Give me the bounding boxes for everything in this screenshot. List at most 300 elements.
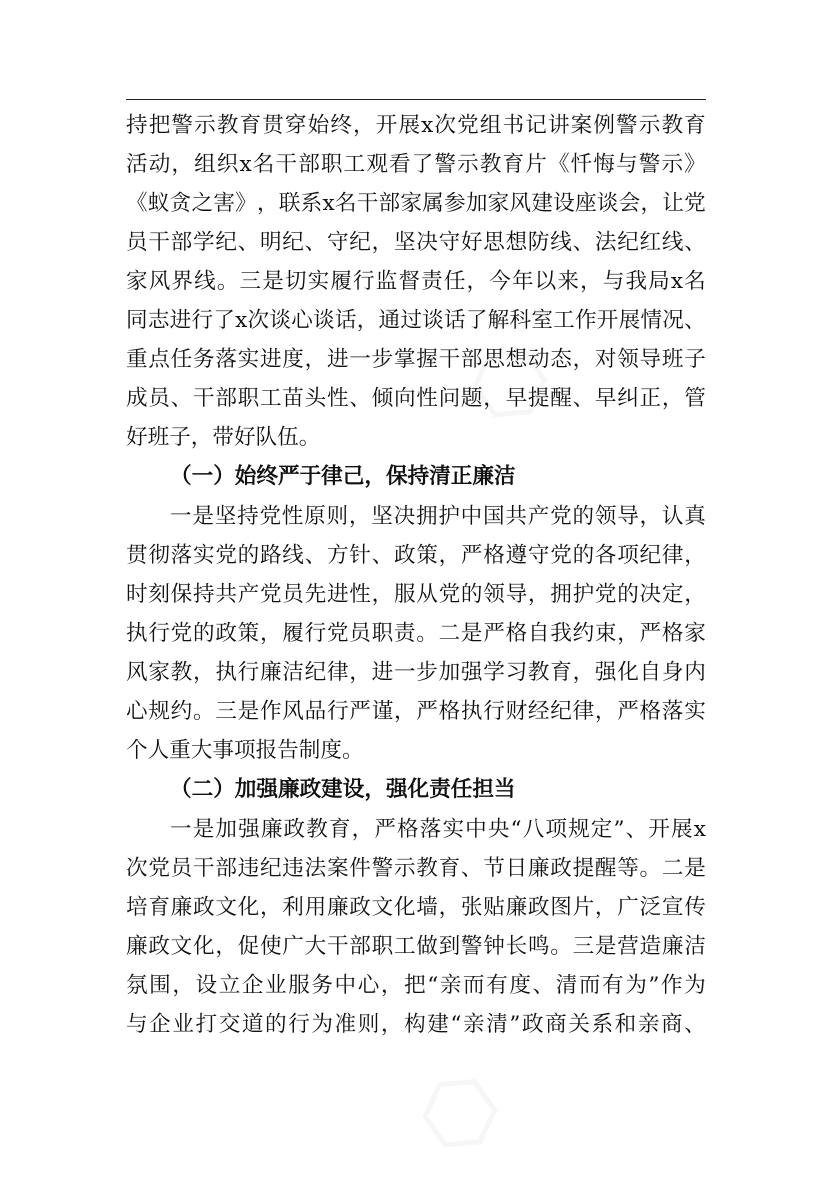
glyph: 想 (505, 347, 528, 372)
glyph: 讲 (547, 113, 570, 138)
glyph: 二 (661, 856, 684, 881)
glyph: 座 (574, 191, 597, 216)
glyph: 中 (460, 504, 483, 529)
glyph: 醒 (594, 856, 617, 881)
glyph: x (670, 269, 684, 294)
glyph: 格 (505, 621, 528, 646)
glyph: 化 (617, 660, 639, 685)
glyph: ， (580, 269, 602, 294)
glyph: 决 (639, 582, 662, 607)
glyph: 监 (375, 269, 398, 294)
glyph: 遵 (505, 543, 528, 568)
glyph: 况 (662, 308, 684, 333)
glyph: 进 (326, 347, 349, 372)
glyph: 营 (617, 934, 639, 959)
glyph: 廉 (505, 895, 528, 920)
glyph: ， (351, 817, 374, 842)
glyph: 贪 (169, 191, 192, 216)
text-line (126, 614, 706, 653)
glyph: 员 (282, 582, 304, 607)
paragraph-2 (126, 497, 706, 770)
glyph: 纪 (550, 699, 572, 724)
glyph: ” (613, 817, 625, 842)
glyph: 谨 (371, 699, 394, 724)
glyph: 案 (570, 113, 593, 138)
glyph: 清 (486, 1012, 508, 1037)
glyph: 廉 (661, 934, 684, 959)
glyph: 贯 (126, 543, 148, 568)
glyph: 加 (465, 191, 488, 216)
glyph: x (693, 817, 706, 842)
glyph: ， (393, 699, 416, 724)
glyph: 洁 (282, 660, 304, 685)
glyph: 始 (307, 113, 330, 138)
glyph: 道 (241, 1012, 264, 1037)
glyph: 步 (416, 660, 438, 685)
glyph: 业 (172, 1012, 194, 1037)
glyph: 是 (192, 504, 214, 529)
glyph: 领 (483, 582, 505, 607)
glyph: 动 (148, 152, 171, 177)
glyph: 班 (661, 347, 684, 372)
glyph: 思 (483, 347, 505, 372)
glyph: 政 (550, 856, 572, 881)
glyph: 、 (349, 386, 371, 411)
glyph: 政 (527, 895, 550, 920)
glyph: ， (192, 660, 215, 685)
glyph: 有 (486, 973, 508, 998)
glyph: 名 (334, 191, 357, 216)
glyph: ， (353, 113, 375, 138)
glyph: 是 (684, 856, 706, 881)
glyph: 策 (237, 621, 260, 646)
glyph: “ (450, 1012, 462, 1037)
glyph: 执 (460, 699, 483, 724)
text-line (126, 301, 706, 340)
text-line (126, 145, 706, 184)
glyph: 教 (479, 152, 502, 177)
glyph: 学 (483, 660, 505, 685)
glyph: 。 (416, 621, 438, 646)
text-line (126, 810, 706, 849)
glyph: 、 (460, 856, 483, 881)
glyph: 产 (527, 504, 550, 529)
glyph: 严 (374, 817, 396, 842)
glyph: 造 (639, 934, 662, 959)
glyph: 过 (400, 308, 422, 333)
glyph: 宣 (661, 895, 684, 920)
glyph: 了 (465, 308, 488, 333)
glyph: 党 (594, 582, 617, 607)
glyph: 的 (572, 543, 595, 568)
glyph: 行 (191, 308, 214, 333)
glyph: 、 (304, 230, 327, 255)
glyph: 政 (148, 934, 170, 959)
glyph: ， (380, 1012, 403, 1037)
glyph: 育 (502, 152, 525, 177)
glyph: 》 (684, 152, 706, 177)
glyph: 持 (237, 504, 259, 529)
glyph: 思 (483, 230, 505, 255)
glyph: 格 (483, 543, 505, 568)
glyph: 护 (572, 582, 595, 607)
glyph: ， (438, 543, 461, 568)
glyph: 培 (126, 895, 148, 920)
glyph: 从 (416, 582, 438, 607)
glyph: 的 (460, 582, 483, 607)
glyph: 大 (304, 934, 327, 959)
glyph: 商 (661, 1012, 683, 1037)
glyph: 部 (215, 856, 237, 881)
glyph: 学 (192, 230, 215, 255)
glyph: 职 (371, 621, 394, 646)
glyph: ， (259, 621, 282, 646)
glyph: 警 (638, 152, 661, 177)
glyph: 员 (148, 386, 170, 411)
glyph: 头 (304, 386, 327, 411)
glyph: 例 (593, 113, 615, 138)
glyph: 亲 (637, 1012, 660, 1037)
glyph: 用 (304, 895, 327, 920)
glyph: 我 (625, 269, 648, 294)
glyph: 化 (237, 895, 260, 920)
glyph: 则 (357, 1012, 380, 1037)
glyph: 开 (596, 308, 619, 333)
glyph: 政 (215, 621, 237, 646)
glyph: ” (648, 973, 660, 998)
glyph: 设 (553, 191, 575, 216)
glyph: 广 (282, 934, 304, 959)
glyph: 部 (378, 191, 401, 216)
glyph: 企 (241, 973, 264, 998)
glyph: ， (527, 582, 550, 607)
glyph: 《 (126, 191, 148, 216)
glyph: x (239, 152, 252, 177)
glyph: 子 (684, 347, 706, 372)
glyph: 实 (307, 269, 330, 294)
glyph: 纪 (639, 543, 662, 568)
glyph: 廉 (126, 934, 148, 959)
glyph: ， (640, 191, 663, 216)
glyph: 示 (638, 113, 661, 138)
glyph: 项 (545, 817, 567, 842)
glyph: 廉 (170, 895, 193, 920)
glyph: 落 (215, 347, 237, 372)
glyph: 掌 (393, 347, 416, 372)
glyph: 建 (427, 1012, 449, 1037)
glyph: 行 (353, 269, 375, 294)
glyph: 想 (505, 230, 528, 255)
glyph: 二 (438, 621, 461, 646)
glyph: 共 (215, 582, 237, 607)
glyph: x (421, 113, 434, 138)
glyph: 原 (304, 504, 326, 529)
glyph: 实 (684, 699, 706, 724)
glyph: 为 (625, 973, 647, 998)
glyph: 一 (170, 504, 192, 529)
glyph: 八 (522, 817, 545, 842)
glyph: 明 (259, 230, 282, 255)
glyph: 领 (594, 504, 617, 529)
glyph: 展 (398, 113, 421, 138)
glyph: ， (483, 386, 505, 411)
glyph: 让 (662, 191, 684, 216)
glyph: 针 (349, 543, 371, 568)
glyph: 风 (282, 699, 304, 724)
glyph: 心 (357, 973, 380, 998)
glyph: 党 (684, 191, 706, 216)
glyph: 线 (661, 230, 684, 255)
glyph: 界 (171, 269, 194, 294)
text-line (126, 223, 706, 262)
glyph: 同 (126, 308, 148, 333)
glyph: 的 (192, 621, 215, 646)
glyph: 系 (591, 1012, 614, 1037)
glyph: 廉 (527, 856, 550, 881)
glyph: 教 (527, 660, 550, 685)
glyph: 是 (192, 817, 215, 842)
glyph: x (235, 308, 248, 333)
glyph: 泛 (639, 895, 662, 920)
glyph: 警 (171, 113, 194, 138)
glyph: 规 (148, 699, 170, 724)
glyph: 我 (550, 621, 572, 646)
glyph: 家 (126, 269, 148, 294)
glyph: 束 (594, 621, 617, 646)
glyph: 持 (192, 582, 215, 607)
glyph: 风 (126, 660, 148, 685)
glyph: 职 (237, 386, 260, 411)
glyph: 加 (438, 660, 461, 685)
glyph: 干 (192, 386, 215, 411)
glyph: 家 (684, 621, 706, 646)
glyph: 为 (684, 973, 706, 998)
glyph: 性 (416, 386, 438, 411)
glyph: 教 (661, 113, 684, 138)
glyph: 教 (416, 856, 438, 881)
glyph: 线 (550, 230, 572, 255)
glyph: 违 (282, 856, 304, 881)
glyph: 态 (550, 347, 572, 372)
glyph: 片 (525, 152, 547, 177)
glyph: 商 (545, 1012, 567, 1037)
glyph: 育 (148, 895, 170, 920)
glyph: 切 (284, 269, 307, 294)
glyph: 律 (326, 660, 349, 685)
glyph: 为 (311, 1012, 333, 1037)
text-line (126, 575, 706, 614)
glyph: 规 (568, 817, 590, 842)
glyph: 教 (170, 660, 193, 685)
glyph: x (322, 191, 335, 216)
glyph: 中 (465, 817, 487, 842)
glyph: 、 (371, 543, 394, 568)
glyph: 。 (192, 699, 215, 724)
glyph: 进 (169, 308, 192, 333)
glyph: 行 (304, 621, 327, 646)
glyph: 刻 (148, 582, 170, 607)
glyph: 。 (550, 934, 572, 959)
glyph: ， (594, 699, 617, 724)
glyph: 干 (326, 934, 349, 959)
glyph: 性 (326, 386, 349, 411)
glyph: 企 (149, 1012, 171, 1037)
glyph: 法 (594, 230, 617, 255)
glyph: 度 (509, 973, 531, 998)
glyph: 一 (349, 347, 371, 372)
glyph: ， (438, 895, 461, 920)
glyph: 的 (265, 1012, 287, 1037)
glyph: 风 (148, 269, 171, 294)
glyph: 导 (617, 504, 639, 529)
glyph: 教 (216, 113, 239, 138)
glyph: 长 (505, 934, 528, 959)
glyph: 》 (235, 191, 257, 216)
glyph: 守 (326, 230, 349, 255)
glyph: 身 (661, 660, 684, 685)
paragraph-3 (126, 810, 706, 1044)
glyph: 纪 (259, 856, 282, 881)
glyph: 员 (349, 621, 371, 646)
glyph: 展 (618, 308, 641, 333)
glyph: 政 (393, 543, 416, 568)
glyph: 财 (505, 699, 528, 724)
glyph: 、 (237, 230, 260, 255)
glyph: 成 (126, 386, 148, 411)
glyph: 执 (126, 621, 148, 646)
glyph: 通 (378, 308, 401, 333)
glyph: 教 (306, 817, 328, 842)
glyph: 立 (218, 973, 241, 998)
glyph: 风 (509, 191, 532, 216)
glyph: 化 (393, 895, 416, 920)
glyph: 格 (397, 817, 419, 842)
glyph: 党 (215, 543, 237, 568)
glyph: 心 (291, 308, 313, 333)
glyph: 示 (194, 113, 216, 138)
glyph: 项 (617, 543, 639, 568)
glyph: 决 (416, 230, 438, 255)
glyph: 导 (505, 582, 528, 607)
glyph: 严 (483, 621, 505, 646)
glyph: 部 (170, 230, 193, 255)
section-heading-1: （一）始终严于律己，保持清正廉洁 (170, 464, 516, 489)
glyph: 家 (148, 660, 170, 685)
glyph: 业 (265, 973, 287, 998)
text-line (126, 653, 706, 692)
glyph: 向 (393, 386, 416, 411)
glyph: 强 (238, 817, 260, 842)
glyph: 提 (527, 386, 550, 411)
glyph: 以 (534, 269, 557, 294)
glyph: 把 (404, 973, 426, 998)
glyph: 廉 (326, 895, 349, 920)
glyph: 到 (438, 934, 461, 959)
glyph: 央 (487, 817, 510, 842)
glyph: 解 (487, 308, 510, 333)
glyph: ， (594, 895, 617, 920)
glyph: 彻 (148, 543, 170, 568)
text-line (126, 340, 706, 379)
glyph: 党 (457, 113, 479, 138)
glyph: 违 (237, 856, 260, 881)
text-line (126, 536, 706, 575)
glyph: ， (259, 895, 282, 920)
glyph: 参 (444, 191, 466, 216)
glyph: 警 (460, 934, 483, 959)
glyph: 的 (617, 582, 639, 607)
glyph: 定 (661, 582, 684, 607)
glyph: 一 (393, 660, 416, 685)
glyph: 构 (404, 1012, 426, 1037)
glyph: 组 (479, 113, 502, 138)
glyph: 情 (640, 308, 663, 333)
glyph: ， (349, 660, 371, 685)
glyph: 真 (684, 504, 706, 529)
glyph: 、 (684, 230, 706, 255)
glyph: 履 (330, 269, 352, 294)
glyph: 三 (239, 269, 262, 294)
text-line (126, 1005, 706, 1044)
glyph: 强 (460, 660, 483, 685)
glyph: 警 (434, 152, 457, 177)
glyph: 墙 (416, 895, 438, 920)
glyph: 活 (126, 152, 148, 177)
glyph: 务 (311, 973, 333, 998)
glyph: 氛 (126, 973, 148, 998)
glyph: 开 (375, 113, 398, 138)
glyph: 示 (393, 856, 416, 881)
glyph: 三 (572, 934, 595, 959)
glyph: 来 (557, 269, 579, 294)
glyph: 格 (661, 621, 684, 646)
glyph: 而 (578, 973, 601, 998)
glyph: 话 (444, 308, 466, 333)
glyph: 干 (148, 230, 170, 255)
glyph: 片 (572, 895, 595, 920)
glyph: 党 (259, 504, 282, 529)
glyph: 纪 (617, 230, 639, 255)
glyph: 工 (343, 152, 366, 177)
glyph: 党 (326, 621, 349, 646)
glyph: 与 (616, 152, 638, 177)
glyph: 政 (349, 895, 371, 920)
glyph: 行 (237, 660, 260, 685)
glyph: 落 (661, 699, 684, 724)
glyph: 务 (192, 347, 215, 372)
glyph: 使 (259, 934, 282, 959)
glyph: ， (371, 230, 394, 255)
glyph: 属 (422, 191, 444, 216)
glyph: 严 (639, 621, 662, 646)
glyph: 部 (215, 386, 237, 411)
text-line (126, 692, 706, 731)
glyph: 心 (126, 699, 148, 724)
glyph: 方 (326, 543, 349, 568)
glyph: ， (215, 934, 237, 959)
glyph: ， (371, 582, 394, 607)
glyph: 家 (400, 191, 422, 216)
glyph: 部 (460, 347, 483, 372)
glyph: 书 (502, 113, 525, 138)
glyph: 导 (639, 347, 662, 372)
glyph: 法 (304, 856, 327, 881)
glyph: 有 (602, 973, 624, 998)
glyph: 一 (170, 817, 192, 842)
glyph: 问 (438, 386, 461, 411)
glyph: 钟 (483, 934, 505, 959)
glyph: 谈 (313, 308, 335, 333)
